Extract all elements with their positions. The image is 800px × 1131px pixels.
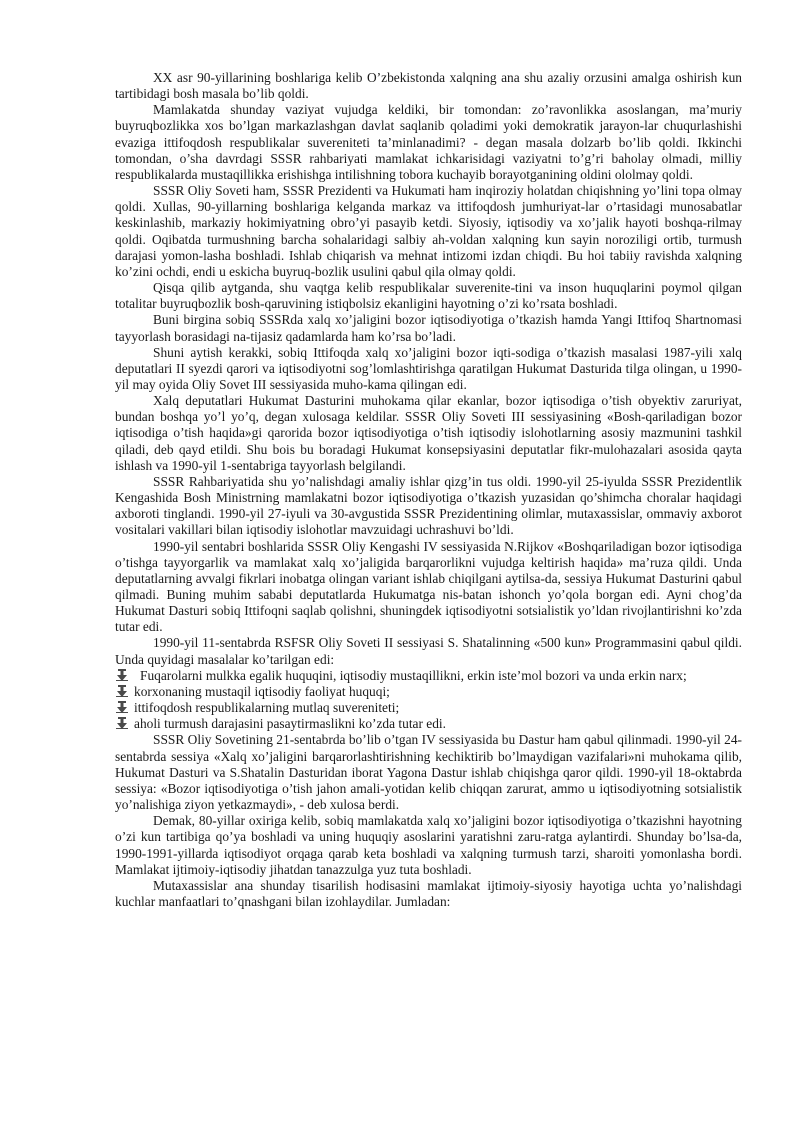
paragraph: Shuni aytish kerakki, sobiq Ittifoqda xalq xo’jaligini bozor iqti-sodiga o’tkazish masalasi 1987-yili xalq deputatlari II syezdi qarori va iqtisodiyotni sog’lomlashtirishga qaratilgan Hukumat Dasturida tilga olingan, u 1990-yil may oyida Oliy Sovet III sessiyasida muho-kama qilingan edi. bbox=[115, 344, 742, 392]
down-arrow-bullet-icon bbox=[115, 716, 130, 730]
list-item-text: ittifoqdosh respublikalarning mutlaq suvereniteti; bbox=[134, 700, 400, 716]
list-item-text: korxonaning mustaqil iqtisodiy faoliyat huquqi; bbox=[134, 683, 390, 699]
down-arrow-bullet-icon bbox=[115, 700, 130, 714]
paragraph: SSSR Oliy Sovetining 21-sentabrda bo’lib o’tgan IV sessiyasida bu Dastur ham qabul qilinmadi. 1990-yil 24-sentabrda sessiya «Xalq xo’jaligini barqarorlashtirishning kechiktirib bo’lmaydigan vazifalari»ni muhokama qilib, Hukumat Dasturi va S.Shatalin Dasturidan iborat Yagona Dastur ishlab chiqishga qaror qildi. 1990-yil 18-oktabrda sessiya: «Bozor iqtisodiyotiga o’tish jahon amali-yotidan kelib chiqqan zarurat, ammo u iqtisodiyotning sotsialistik yo’nalishiga ziyon yetkazmaydi», - deb xulosa berdi. bbox=[115, 732, 742, 813]
down-arrow-bullet-icon bbox=[115, 684, 130, 698]
list-item-text: aholi turmush darajasini pasaytirmaslikni ko’zda tutar edi. bbox=[134, 716, 446, 732]
paragraph: Demak, 80-yillar oxiriga kelib, sobiq mamlakatda xalq xo’jaligini bozor iqtisodiyotiga o’tkazishni hayotning o’zi kun tartibiga qo’ya boshladi va uning huquqiy asoslarini yaratishni zaru-ratga aylantirdi. Shunday bo’lsa-da, 1990-1991-yillarda iqtisodiyot orqaga qarab keta boshladi va xalqning turmush tarzi, sharoiti yomonlasha bordi. Mamlakat ijtimoiy-iqtisodiy jihatdan tanazzulga yuz tuta boshladi. bbox=[115, 813, 742, 877]
bullet-list bbox=[115, 668, 742, 733]
paragraph: Mamlakatda shunday vaziyat vujudga keldiki, bir tomondan: zo’ravonlikka asoslangan, ma’muriy buyruqbozlikka xos bo’lgan markazlashgan davlat saqlanib qoladimi yoki demokratik jarayon-lar chuqurlashishi evaziga ittifoqdosh respublikalar suvereniteti ta’minlanadimi? - degan masala dolzarb bo’lib qoldi. Ikkinchi tomondan, o’sha davrdagi SSSR rahbariyati mamlakat ichkarisidagi vaziyatni to’g’ri baholay olmadi, milliy respublikalarda mustaqillikka erishishga intilishning tobora kuchayib borayotganining oldini ololmay qoldi. bbox=[115, 102, 742, 182]
list-item bbox=[115, 700, 742, 716]
paragraph: Qisqa qilib aytganda, shu vaqtga kelib respublikalar suverenite-tini va inson huquqlarini poymol qilgan totalitar buyruqbozlik bosh-qaruvining istiqbolsiz ekanligini hayotning o’zi ko’rsata boshladi. bbox=[115, 280, 742, 312]
paragraph: XX asr 90-yillarining boshlariga kelib O’zbekistonda xalqning ana shu azaliy orzusini amalga oshirish kun tartibidagi bosh masala bo’lib qoldi. bbox=[115, 70, 742, 102]
paragraph: 1990-yil sentabri boshlarida SSSR Oliy Kengashi IV sessiyasida N.Rijkov «Boshqariladigan bozor iqtisodiga o’tishga tayyorgarlik va mamlakat xalq xo’jaligida barqarorlikni vujudga keltirish haqida» ma’ruza qildi. Unda deputatlarning avvalgi fikrlari inobatga olingan variant ishlab chiqilgani aytilsa-da, sessiya Hukumat Dasturini qabul qilmadi. Buning muhim sababi deputatlarda Hukumatga nis-batan ishonch yo’qola borgan edi. Ayni chog’da Hukumat Dasturi sobiq Ittifoqni saqlab qolishni, shuningdek iqtisodiyotni sotsialistik yo’ldan rivojlantirishni ko’zda tutar edi. bbox=[115, 538, 742, 635]
paragraph: Mutaxassislar ana shunday tisarilish hodisasini mamlakat ijtimoiy-siyosiy hayotiga uchta yo’nalishdagi kuchlar manfaatlari to’qnashgani bilan izohlaydilar. Jumladan: bbox=[115, 877, 742, 909]
list-item-text: Fuqarolarni mulkka egalik huquqini, iqtisodiy mustaqillikni, erkin iste’mol bozori va unda erkin narx; bbox=[140, 667, 687, 683]
paragraph: Xalq deputatlari Hukumat Dasturini muhokama qilar ekanlar, bozor iqtisodiga o’tish obyektiv zaruriyat, bundan boshqa yo’l yo’q, degan xulosaga keldilar. SSSR Oliy Soveti III sessiyasining «Bosh-qariladigan bozor iqtisodiga o’tish haqida»gi qarorida bozor iqtisodiyotiga o’tish iqtisodiy islohotlarning asosiy mazmunini tashkil qiladi, deb qayd etildi. Shu bois bu boradagi Hukumat konsepsiyasini deputatlar fikr-mulohazalari asosida qayta ishlash va 1990-yil 1-sentabriga tayyorlash belgilandi. bbox=[115, 393, 742, 473]
paragraph: SSSR Rahbariyatida shu yo’nalishdagi amaliy ishlar qizg’in tus oldi. 1990-yil 25-iyulda SSSR Prezidentlik Kengashida Bosh Ministrning mamlakatni bozor iqtisodiyotiga o’tkazish yuzasidan qo’shimcha choralar haqidagi axboroti tinglandi. 1990-yil 27-iyuli va 30-avgustida SSSR Prezidentining olimlar, mutaxassislar, ommaviy axborot vositalari vakillari bilan iqtisodiy islohotlar mavzuidagi uchrashuvi bo’ldi. bbox=[115, 473, 742, 538]
list-item bbox=[115, 684, 742, 700]
document-page bbox=[115, 70, 742, 910]
list-item bbox=[115, 716, 742, 732]
down-arrow-bullet-icon bbox=[115, 668, 130, 682]
paragraph: 1990-yil 11-sentabrda RSFSR Oliy Soveti II sessiyasi S. Shatalinning «500 kun» Programmasini qabul qildi. Unda quyidagi masalalar ko’tarilgan edi: bbox=[115, 635, 742, 667]
paragraph: Buni birgina sobiq SSSRda xalq xo’jaligini bozor iqtisodiyotiga o’tkazish hamda Yangi Ittifoq Shartnomasi tayyorlash borasidagi na-tijasiz qadamlarda ham ko’rsa bo’ladi. bbox=[115, 312, 742, 344]
paragraph: SSSR Oliy Soveti ham, SSSR Prezidenti va Hukumati ham inqiroziy holatdan chiqishning yo’lini topa olmay qoldi. Xullas, 90-yillarning boshlariga kelganda markaz va ittifoqdosh jumhuriyat-lar o’rtasidagi munosabatlar keskinlashib, markaziy hokimiyatning obro’yi pasayib ketdi. Siyosiy, iqtisodiy va xo’jalik hayoti boshqa-rilmay qoldi. Oqibatda turmushning barcha sohalaridagi salbiy ah-voldan xalqning kun sayin noroziligi ortib, turmush darajasi yomon-lasha boshladi. Ishlab chiqarish va mehnat intizomi izdan chiqdi. Bu hoi tabiiy ravishda xalqning ko’zini ochdi, endi u eskicha buyruq-bozlik usulini qabul qila olmay qoldi. bbox=[115, 183, 742, 279]
list-item bbox=[115, 668, 742, 684]
